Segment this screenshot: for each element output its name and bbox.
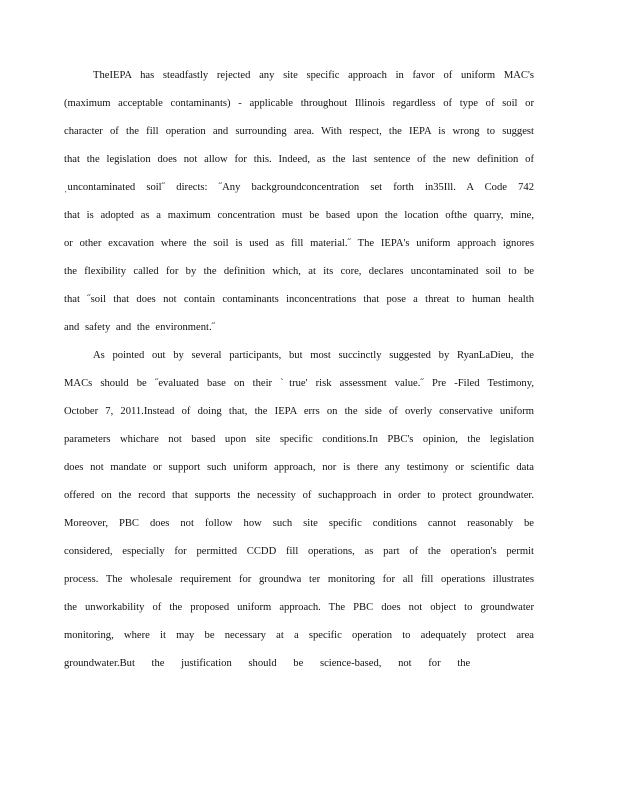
text-line: that ˝soil that does not contain contaminants inconcentrations that pose a threat to human health	[64, 294, 534, 305]
text-line: parameters whichare not based upon site specific conditions.In PBC's opinion, the legislation	[64, 434, 534, 445]
text-line: and safety and the environment.˝	[64, 322, 216, 333]
text-line: process. The wholesale requirement for groundwa ter monitoring for all fill operations illustrates	[64, 574, 534, 585]
text-line: character of the fill operation and surrounding area. With respect, the IEPA is wrong to suggest	[64, 126, 534, 137]
text-line: Moreover, PBC does not follow how such site specific conditions cannot reasonably be	[64, 518, 534, 529]
text-line: monitoring, where it may be necessary at a specific operation to adequately protect area	[64, 630, 534, 641]
text-line: MACs should be ˝evaluated base on their ˋtrue' risk assessment value.˝ Pre -Filed Testimony,	[64, 378, 534, 389]
text-line: that is adopted as a maximum concentration must be based upon the location ofthe quarry, mine,	[64, 210, 534, 221]
text-line: As pointed out by several participants, but most succinctly suggested by RyanLaDieu, the	[93, 350, 534, 361]
text-line: October 7, 2011.Instead of doing that, the IEPA errs on the side of overly conservative uniform	[64, 406, 534, 417]
text-line: does not mandate or support such uniform approach, nor is there any testimony or scientific data	[64, 462, 534, 473]
text-line: or other excavation where the soil is used as fill material.˝ The IEPA's uniform approach ignores	[64, 238, 534, 249]
paragraph	[64, 66, 534, 346]
body-text	[64, 66, 534, 682]
text-line: ˌuncontaminated soil˝ directs: ˝Any backgroundconcentration set forth in35Ill. A Code 742	[64, 182, 534, 193]
text-line: offered on the record that supports the necessity of suchapproach in order to protect groundwater.	[64, 490, 534, 501]
text-line: considered, especially for permitted CCDD fill operations, as part of the operation's permit	[64, 546, 534, 557]
text-line: the flexibility called for by the definition which, at its core, declares uncontaminated soil to be	[64, 266, 534, 277]
paragraph	[64, 346, 534, 682]
text-line: groundwater.But the justification should be science-based, not for the	[64, 658, 471, 669]
text-line: the unworkability of the proposed uniform approach. The PBC does not object to groundwater	[64, 602, 534, 613]
text-line: (maximum acceptable contaminants) - applicable throughout Illinois regardless of type of soil or	[64, 98, 534, 109]
text-line: that the legislation does not allow for this. Indeed, as the last sentence of the new definition of	[64, 154, 534, 165]
text-line: TheIEPA has steadfastly rejected any site specific approach in favor of uniform MAC's	[93, 70, 534, 81]
